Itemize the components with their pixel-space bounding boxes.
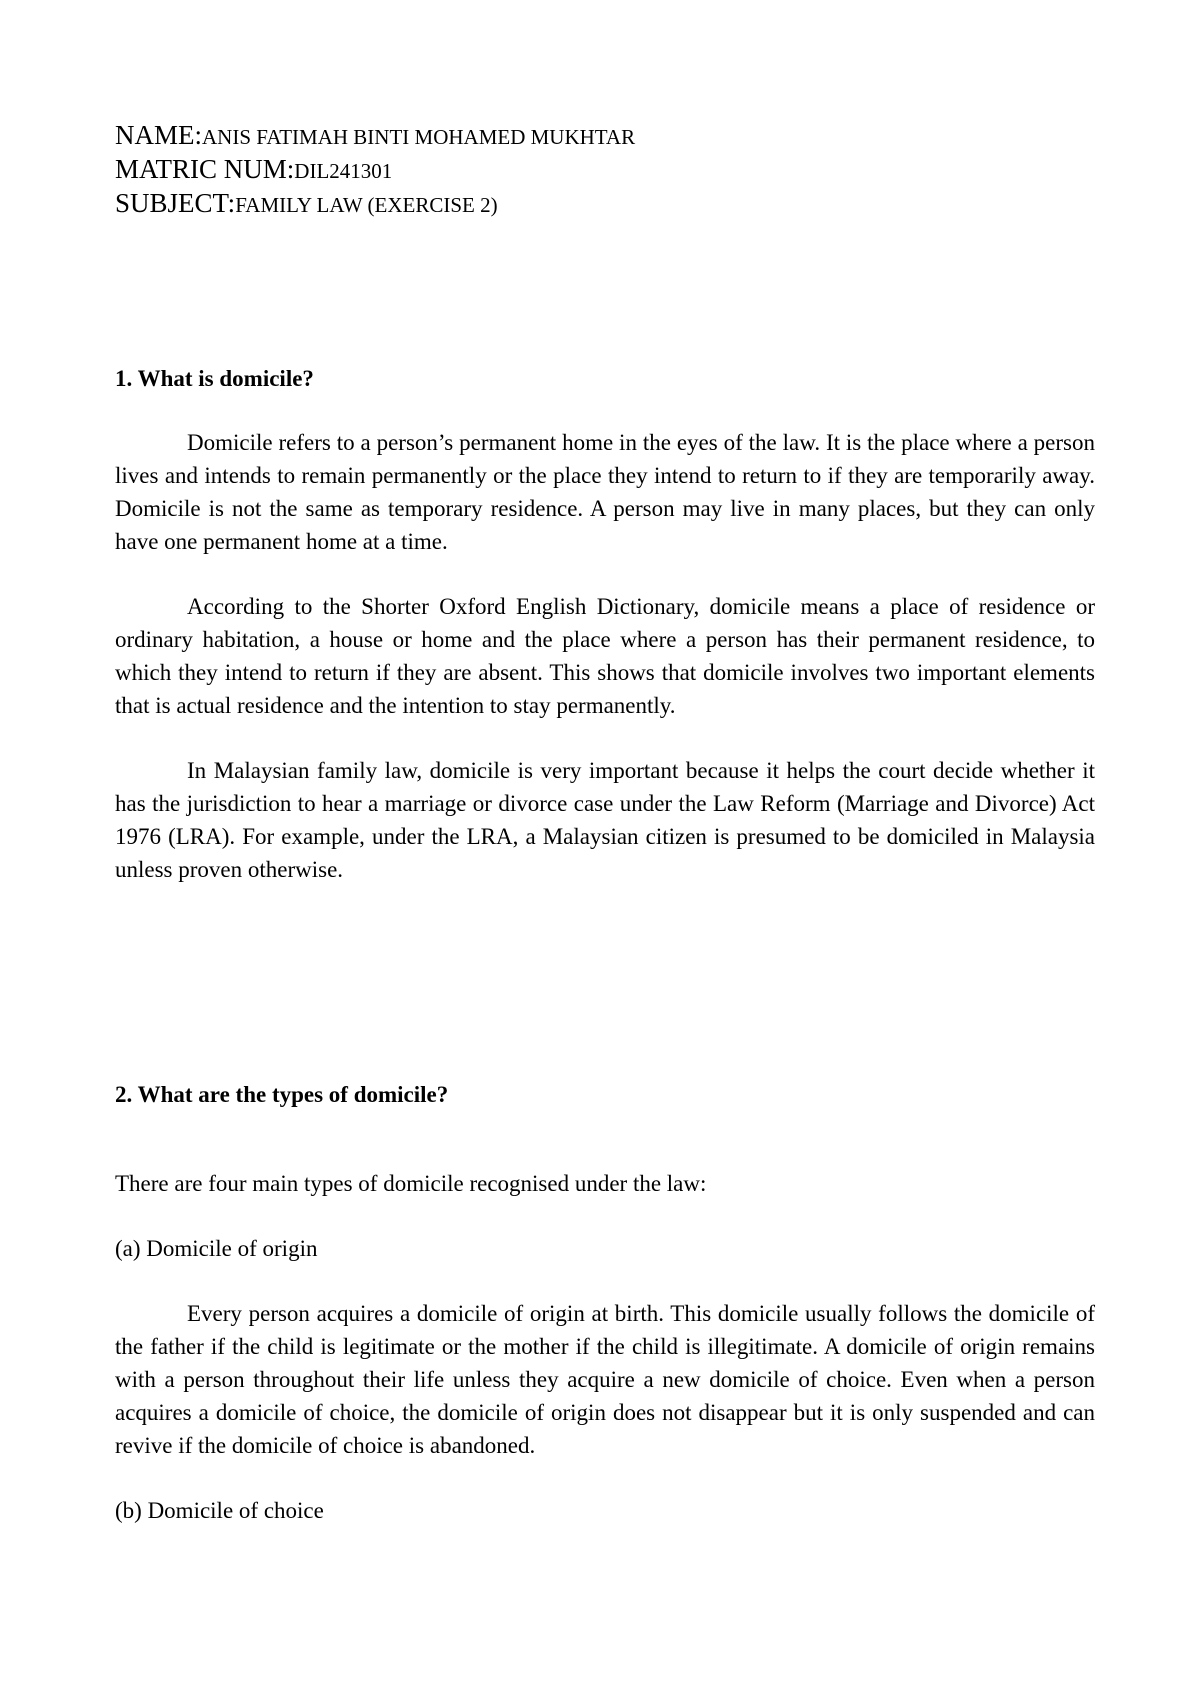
name-line xyxy=(115,118,1105,152)
subject-label: SUBJECT: xyxy=(115,188,236,218)
paragraph-domicile-of-origin: Every person acquires a domicile of origin at birth. This domicile usually follows the domicile of the father if the child is legitimate or the mother if the child is illegitimate. A domicile of origin remains with a person throughout their life unless they acquire a new domicile of choice. Even when a person acquires a domicile of choice, the domicile of origin does not disappear but it is only suspended and can revive if the domicile of choice is abandoned. xyxy=(115,1301,1095,1458)
matric-value: DIL241301 xyxy=(294,159,393,183)
question-2-heading: 2. What are the types of domicile? xyxy=(115,1082,449,1107)
subject-line xyxy=(115,186,1105,220)
paragraph-dictionary: According to the Shorter Oxford English Dictionary, domicile means a place of residence or ordinary habitation, a house or home and the place where a person has their permanent residence, to which they intend to return if they are absent. This shows that domicile involves two important elements that is actual residence and the intention to stay permanently. xyxy=(115,594,1095,718)
paragraph-definition: Domicile refers to a person’s permanent home in the eyes of the law. It is the place where a person lives and intends to remain permanently or the place they intend to return to if they are temporarily away. Domicile is not the same as temporary residence. A person may live in many places, but they can only have one permanent home at a time. xyxy=(115,430,1095,554)
subheading-domicile-of-origin: (a) Domicile of origin xyxy=(115,1236,318,1261)
section-types-of-domicile xyxy=(115,1078,1095,1527)
subheading-domicile-of-choice: (b) Domicile of choice xyxy=(115,1498,324,1523)
student-details xyxy=(115,118,1105,220)
matric-line xyxy=(115,152,1105,186)
subject-value: FAMILY LAW (EXERCISE 2) xyxy=(235,193,498,217)
matric-label: MATRIC NUM: xyxy=(115,154,295,184)
question-1-heading: 1. What is domicile? xyxy=(115,366,314,391)
types-intro: There are four main types of domicile recognised under the law: xyxy=(115,1171,707,1196)
name-label: NAME: xyxy=(115,120,202,150)
section-what-is-domicile xyxy=(115,362,1095,886)
name-value: ANIS FATIMAH BINTI MOHAMED MUKHTAR xyxy=(202,125,636,149)
paragraph-malaysian-law: In Malaysian family law, domicile is very important because it helps the court decide whether it has the jurisdiction to hear a marriage or divorce case under the Law Reform (Marriage and Divorce) Act 1976 (LRA). For example, under the LRA, a Malaysian citizen is presumed to be domiciled in Malaysia unless proven otherwise. xyxy=(115,758,1095,882)
